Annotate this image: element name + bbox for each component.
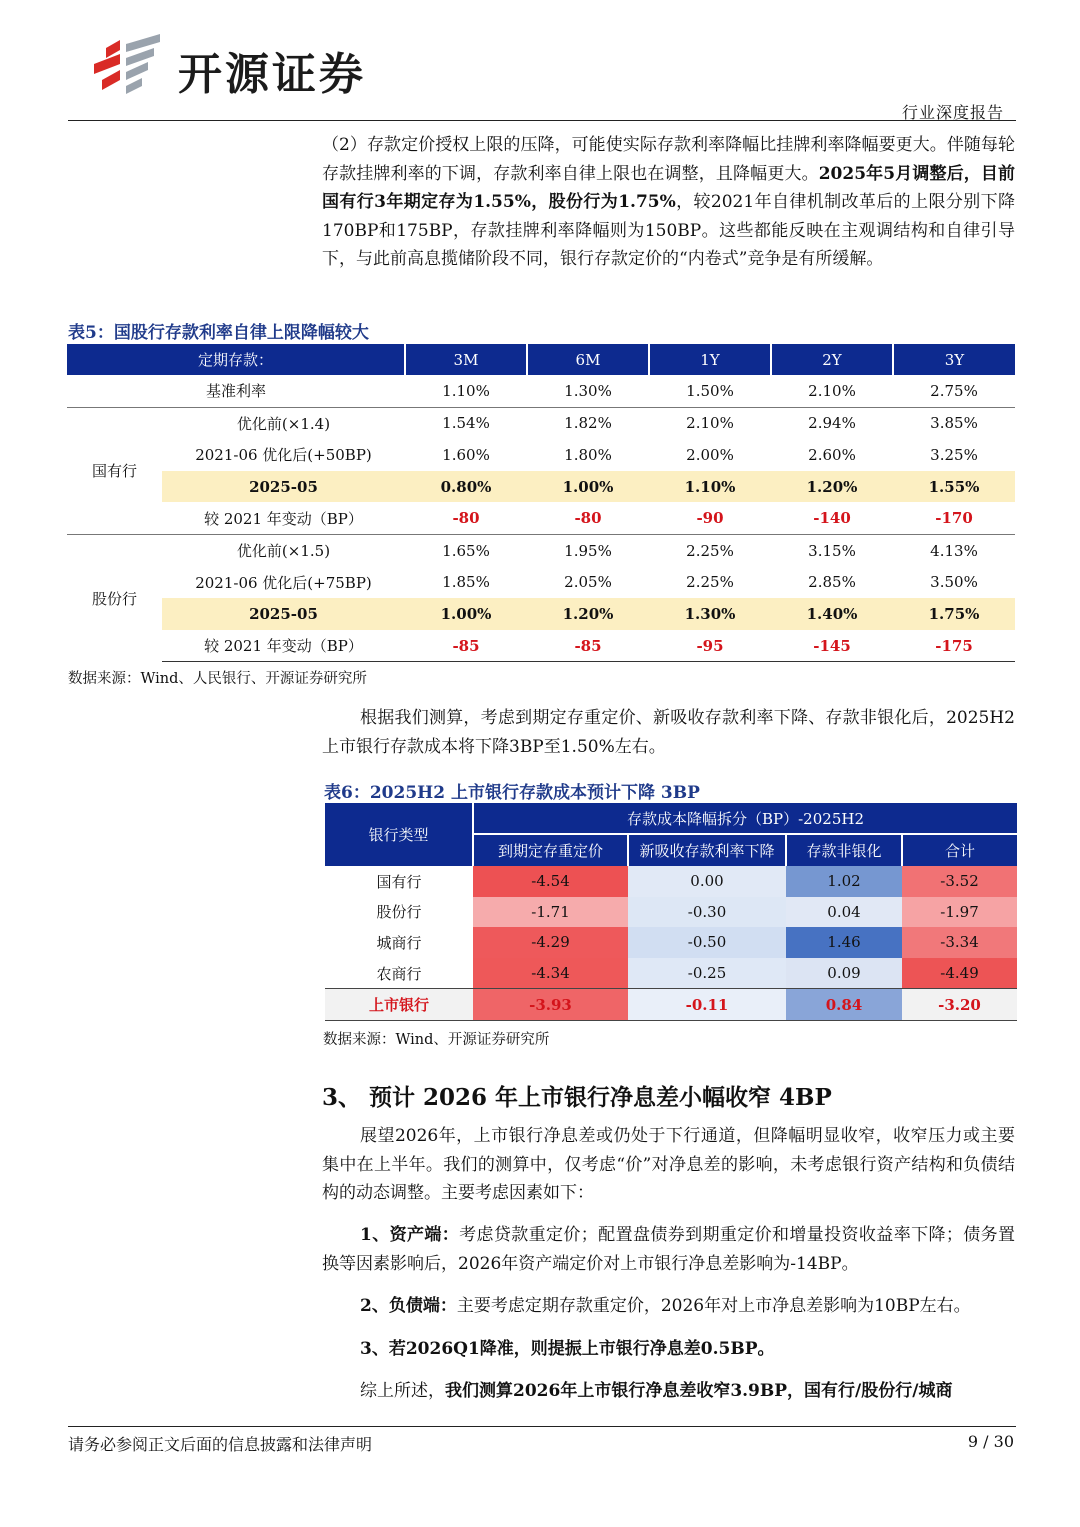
heatmap-cell: 1.02 [786,866,902,897]
cell: -95 [649,630,771,662]
cell: 3.15% [771,534,893,566]
table-row [325,958,1017,989]
row-label: 较 2021 年变动（BP） [162,630,405,662]
table-row [325,927,1017,958]
table-header-row [67,344,1015,375]
row-label: 优化前(×1.5) [162,534,405,566]
cell: -80 [452,509,480,528]
paragraph-summary [322,1377,1015,1406]
paragraph-text: ，较2021年自律机制改革后的上限分别下降170BP和175BP，存款挂牌利率降幅则为150BP。这些都能反映在主观调结构和自律引导下，与此前高息揽储阶段不同，银行存款定价的“内卷式”竞争是有所缓解。 [322,192,1016,269]
table6-source: 数据来源：Wind、开源证券研究所 [323,1032,550,1048]
cell: 2.25% [649,534,771,566]
cell: 1.10% [442,381,490,400]
table-row [67,375,1015,407]
cell: -170 [935,509,973,528]
paragraph-emphasis: 1、资产端： [360,1225,460,1245]
heatmap-cell: -1.71 [473,897,628,928]
cell: 1.60% [442,445,490,464]
heatmap-cell: -0.30 [628,897,786,928]
row-label: 2025-05 [162,471,405,503]
group-label: 国有行 [67,407,162,534]
cell: 2.75% [930,381,978,400]
table-row-total [325,989,1017,1021]
table6-deposit-cost-breakdown [325,803,1017,1021]
heatmap-cell: -4.34 [473,958,628,989]
cell: -85 [527,630,649,662]
heatmap-cell: -0.25 [628,958,786,989]
heatmap-cell: -1.97 [902,897,1017,928]
cell: -80 [574,509,602,528]
column-header: 银行类型 [325,803,473,866]
heatmap-cell: -4.29 [473,927,628,958]
cell: 2.94% [771,407,893,439]
table-row [325,897,1017,928]
column-header: 存款非银化 [786,834,902,866]
table6-caption: 表6：2025H2 上市银行存款成本预计下降 3BP [324,783,700,803]
row-label: 城商行 [376,933,422,952]
cell: 1.82% [527,407,649,439]
heatmap-cell: 0.84 [786,989,902,1021]
document-type: 行业深度报告 [901,103,1004,122]
cell: 2.10% [808,381,856,400]
row-label: 优化前(×1.4) [162,407,405,439]
table-row [325,866,1017,897]
column-header: 6M [527,344,649,375]
cell: 1.00% [527,471,649,503]
heatmap-cell: -3.20 [902,989,1017,1021]
cell: 4.13% [893,534,1015,566]
paragraph-text: 主要考虑定期存款重定价，2026年对上市净息差影响为10BP左右。 [456,1296,971,1316]
heatmap-cell: 0.04 [786,897,902,928]
table-row [67,439,1015,471]
table5-deposit-rates [67,344,1015,662]
cell: 2.00% [686,445,734,464]
logo-mark-icon [88,34,168,98]
row-label: 2021-06 优化后(+75BP) [195,573,372,592]
row-label: 2021-06 优化后(+50BP) [195,446,372,465]
table-row-highlight [67,471,1015,503]
table-row [67,407,1015,439]
paragraph-outlook: 展望2026年，上市银行净息差或仍处于下行通道，但降幅明显收窄，收窄压力或主要集中在上半年。我们的测算中，仅考虑“价”对净息差的影响，未考虑银行资产结构和负债结构的动态调整。主要考虑因素如下： [322,1126,1015,1203]
heatmap-cell: -0.11 [628,989,786,1021]
cell: 2.60% [808,445,856,464]
paragraph-deposit-cap [322,131,1015,274]
table-row-highlight [67,598,1015,630]
paragraph-emphasis: 2、负债端： [360,1296,457,1316]
table5-source: 数据来源：Wind、人民银行、开源证券研究所 [68,671,367,687]
heatmap-cell: -3.93 [473,989,628,1021]
heatmap-cell: -4.54 [473,866,628,897]
row-label: 较 2021 年变动（BP） [204,509,363,528]
table-row [67,567,1015,599]
column-header: 1Y [649,344,771,375]
heatmap-cell: 0.09 [786,958,902,989]
cell: 1.40% [771,598,893,630]
cell: 1.65% [405,534,527,566]
column-header: 到期定存重定价 [473,834,628,866]
cell: 3.50% [930,573,978,592]
table-row [67,534,1015,566]
brand-name: 开源证券 [178,49,366,100]
paragraph-text: 考虑贷款重定价；配置盘债券到期重定价和增量投资收益率下降；债务置换等因素影响后，2026年资产端定价对上市银行净息差影响为-14BP。 [322,1225,1015,1274]
section-heading: 3、 预计 2026 年上市银行净息差小幅收窄 4BP [322,1084,832,1111]
table-header-row [325,803,1017,834]
row-label: 基准利率 [205,382,266,401]
cell: -90 [696,509,724,528]
cell: 1.50% [686,381,734,400]
cell: 1.80% [564,445,612,464]
column-header: 2Y [771,344,893,375]
paragraph-deposit-cost: 根据我们测算，考虑到期定存重定价、新吸收存款利率下降、存款非银化后，2025H2上市银行存款成本将下降3BP至1.50%左右。 [322,708,1015,757]
cell: 2.05% [564,573,612,592]
cell: 1.85% [442,573,490,592]
table-row [67,630,1015,662]
paragraph-emphasis: 2025年5月调整后，目前国有行3年期定存为1.55%，股份行为1.75% [322,163,1015,212]
row-label: 2025-05 [162,598,405,630]
company-logo [88,34,418,104]
column-header: 3Y [893,344,1015,375]
cell: 1.54% [405,407,527,439]
column-group-header: 存款成本降幅拆分（BP）-2025H2 [473,803,1017,834]
paragraph-rrr-cut [322,1335,1015,1364]
cell: 3.25% [930,445,978,464]
column-header: 定期存款： [67,344,405,375]
cell: -145 [771,630,893,662]
row-label: 股份行 [376,903,422,922]
table-row [67,502,1015,534]
cell: 1.10% [649,471,771,503]
cell: 0.80% [405,471,527,503]
cell: 1.00% [405,598,527,630]
paragraph-emphasis: 3、若2026Q1降准，则提振上市银行净息差0.5BP。 [360,1339,775,1359]
row-label: 农商行 [376,964,422,983]
row-label: 上市银行 [325,989,473,1021]
cell: 2.10% [649,407,771,439]
cell: 1.20% [527,598,649,630]
cell: 1.20% [771,471,893,503]
table5-caption: 表5：国股行存款利率自律上限降幅较大 [68,323,369,343]
cell: 1.75% [893,598,1015,630]
cell: -85 [405,630,527,662]
header-divider [68,120,1016,121]
heatmap-cell: -4.49 [902,958,1017,989]
column-header: 3M [405,344,527,375]
cell: -140 [813,509,851,528]
heatmap-cell: -0.50 [628,927,786,958]
footer-disclaimer: 请务必参阅正文后面的信息披露和法律声明 [68,1435,373,1454]
cell: 3.85% [893,407,1015,439]
cell: 1.55% [893,471,1015,503]
cell: 1.30% [649,598,771,630]
row-label: 国有行 [376,872,422,891]
heatmap-cell: -3.34 [902,927,1017,958]
paragraph-text: 综上所述， [360,1381,445,1401]
cell: -175 [893,630,1015,662]
column-header: 合计 [902,834,1017,866]
cell: 1.30% [564,381,612,400]
heatmap-cell: 1.46 [786,927,902,958]
cell: 1.95% [527,534,649,566]
cell: 2.25% [686,573,734,592]
heatmap-cell: 0.00 [628,866,786,897]
cell: 2.85% [808,573,856,592]
group-label: 股份行 [67,534,162,661]
page-number: 9 / 30 [967,1432,1014,1451]
paragraph-emphasis: 我们测算2026年上市银行净息差收窄3.9BP，国有行/股份行/城商 [445,1381,953,1401]
heatmap-cell: -3.52 [902,866,1017,897]
paragraph-text: （2）存款定价授权上限的压降，可能使实际存款利率降幅比挂牌利率降幅要更大。伴随每轮存款挂牌利率的下调，存款利率自律上限也在调整，且降幅更大。 [322,135,1015,184]
paragraph-asset-side [322,1221,1015,1278]
footer-divider [68,1426,1016,1427]
column-header: 新吸收存款利率下降 [628,834,786,866]
paragraph-liability-side [322,1292,1015,1321]
